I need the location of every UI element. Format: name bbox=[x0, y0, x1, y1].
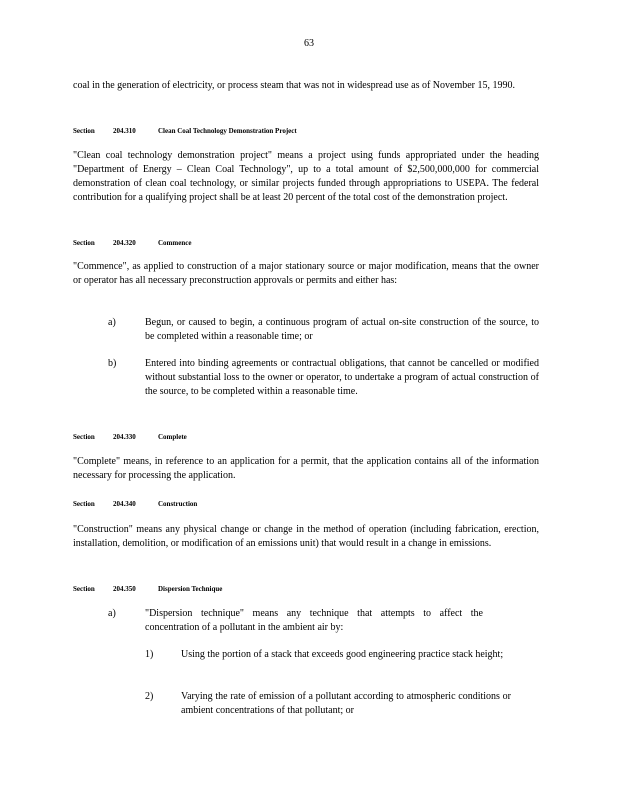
item-label: b) bbox=[108, 358, 117, 369]
section-heading-204-350 bbox=[73, 582, 222, 596]
item-text: Begun, or caused to begin, a continuous program of actual on-site construction of the source, to be completed within a reasonable time; or bbox=[145, 317, 539, 342]
section-title: Complete bbox=[158, 433, 187, 441]
intro-paragraph: coal in the generation of electricity, or process steam that was not in widespread use as of November 15, 1990. bbox=[73, 80, 515, 91]
section-title: Clean Coal Technology Demonstration Project bbox=[158, 127, 297, 135]
section-heading-204-310 bbox=[73, 124, 297, 138]
section-word: Section bbox=[73, 500, 95, 508]
section-word: Section bbox=[73, 127, 95, 135]
item-text: "Dispersion technique" means any technique that attempts to affect the concentration of a pollutant in the ambient air by: bbox=[145, 608, 483, 633]
section-body-204-320: "Commence", as applied to construction of a major stationary source or major modification, means that the owner or operator has all necessary preconstruction approvals or permits and either has: bbox=[73, 261, 539, 286]
page-number: 63 bbox=[304, 38, 314, 49]
section-number: 204.310 bbox=[113, 127, 136, 135]
subitem-label: 2) bbox=[145, 691, 154, 702]
section-body-204-310: "Clean coal technology demonstration project" means a project using funds appropriated under the heading "Department of Energy – Clean Coal Technology", up to a total amount of $2,500,000,000 for commercial demonstration of clean coal technology, or similar projects funded through appropriations to USEPA. The federal contribution for a qualifying project shall be at least 20 percent of the total cost of the demonstration project. bbox=[73, 150, 539, 203]
section-heading-204-330 bbox=[73, 430, 187, 444]
item-label: a) bbox=[108, 608, 116, 619]
item-label: a) bbox=[108, 317, 116, 328]
subitem-text: Using the portion of a stack that exceeds good engineering practice stack height; bbox=[181, 649, 504, 660]
section-number: 204.340 bbox=[113, 500, 136, 508]
section-title: Commence bbox=[158, 239, 192, 247]
section-body-204-330: "Complete" means, in reference to an application for a permit, that the application contains all of the information necessary for processing the application. bbox=[73, 456, 539, 481]
item-text: Entered into binding agreements or contractual obligations, that cannot be cancelled or modified without substantial loss to the owner or operator, to undertake a program of actual construction of the source, to be completed within a reasonable time. bbox=[145, 358, 539, 397]
section-word: Section bbox=[73, 585, 95, 593]
section-number: 204.320 bbox=[113, 239, 136, 247]
section-number: 204.350 bbox=[113, 585, 136, 593]
section-number: 204.330 bbox=[113, 433, 136, 441]
subitem-label: 1) bbox=[145, 649, 154, 660]
section-title: Construction bbox=[158, 500, 198, 508]
section-title: Dispersion Technique bbox=[158, 585, 223, 593]
section-body-204-340: "Construction" means any physical change or change in the method of operation (including fabrication, erection, installation, demolition, or modification of an emissions unit) that would result in a change in emissions. bbox=[73, 524, 539, 549]
section-heading-204-340 bbox=[73, 497, 197, 511]
section-heading-204-320 bbox=[73, 236, 191, 250]
section-word: Section bbox=[73, 433, 95, 441]
section-word: Section bbox=[73, 239, 95, 247]
subitem-text: Varying the rate of emission of a pollutant according to atmospheric conditions or ambient concentrations of that pollutant; or bbox=[181, 691, 511, 716]
